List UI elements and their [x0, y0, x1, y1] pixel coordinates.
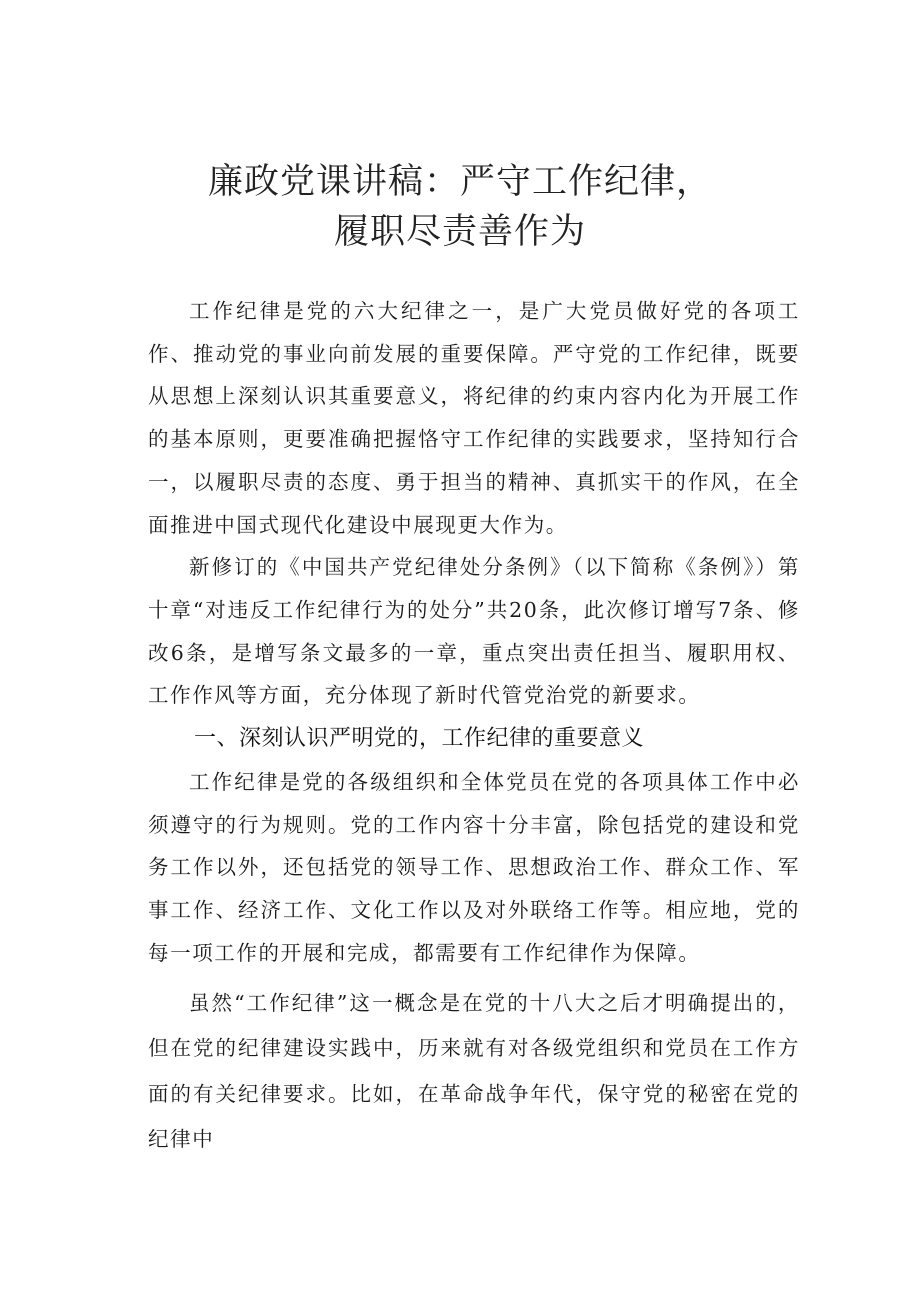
section-paragraph-2: 虽然“工作纪律”这一概念是在党的十八大之后才明确提出的，但在党的纪律建设实践中，历来就有对各级党组织和党员在工作方面的有关纪律要求。比如，在革命战争年代，保守党的秘密在党的纪律中	[148, 990, 800, 1152]
section-paragraph-1: 工作纪律是党的各级组织和全体党员在党的各项具体工作中必须遵守的行为规则。党的工作内容十分丰富，除包括党的建设和党务工作以外，还包括党的领导工作、思想政治工作、群众工作、军事工作、经济工作、文化工作以及对外联络工作等。相应地，党的每一项工作的开展和完成，都需要有工作纪律作为保障。	[148, 770, 800, 965]
document-title-line2: 履职尽责善作为	[333, 212, 586, 252]
section-heading: 一、深刻认识严明党的，工作纪律的重要意义	[194, 726, 645, 752]
document-body	[148, 290, 800, 1163]
intro-paragraph-1: 工作纪律是党的六大纪律之一，是广大党员做好党的各项工作、推动党的事业向前发展的重要保障。严守党的工作纪律，既要从思想上深刻认识其重要意义，将纪律的约束内容内化为开展工作的基本原则，更要准确把握恪守工作纪律的实践要求，坚持知行合一，以履职尽责的态度、勇于担当的精神、真抓实干的作风，在全面推进中国式现代化建设中展现更大作为。	[148, 299, 800, 537]
intro-paragraph-2: 新修订的《中国共产党纪律处分条例》（以下简称《条例》）第十章“对违反工作纪律行为的处分”共20条，此次修订增写7条、修改6条，是增写条文最多的一章，重点突出责任担当、履职用权、工作作风等方面，充分体现了新时代管党治党的新要求。	[148, 555, 800, 708]
document-title-line1: 廉政党课讲稿：严守工作纪律，	[207, 162, 712, 202]
